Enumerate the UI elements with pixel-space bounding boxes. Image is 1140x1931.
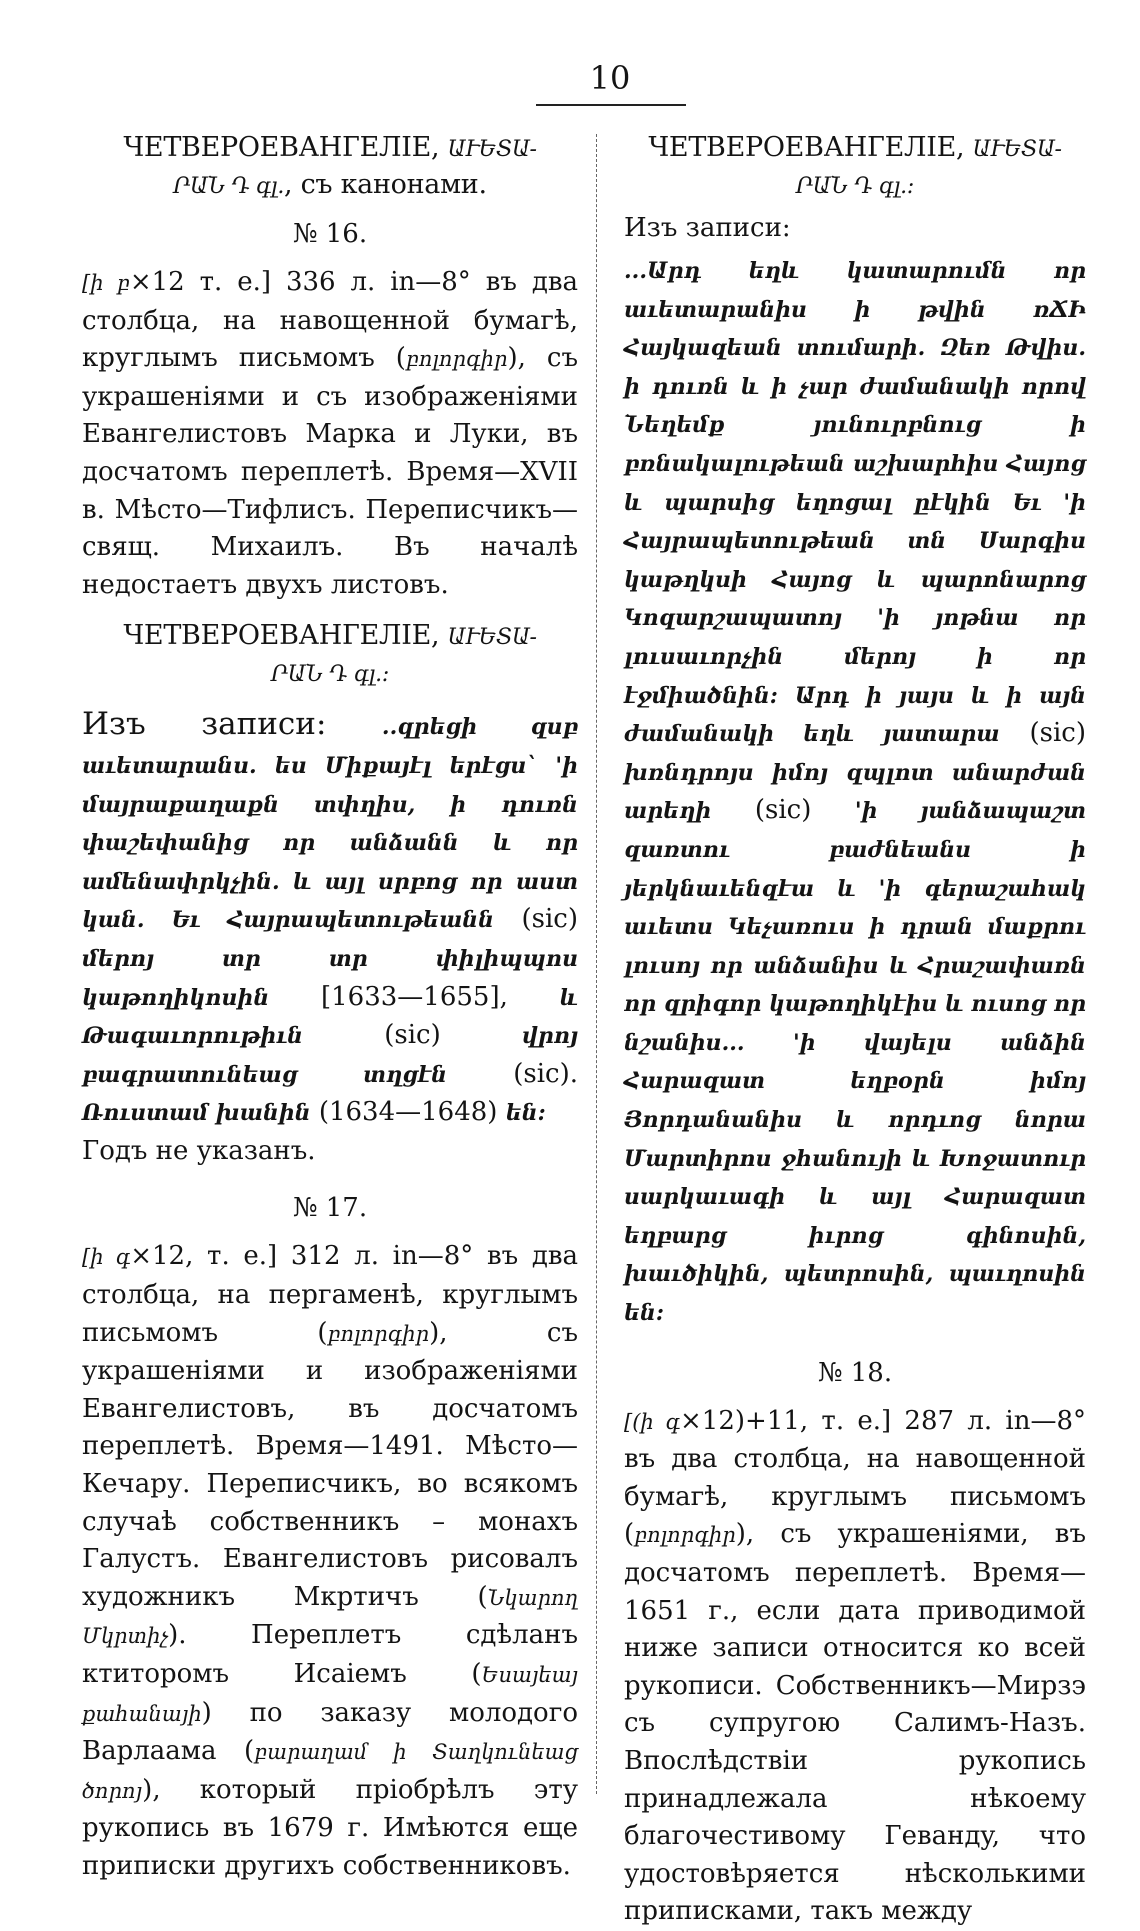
year-note: Годъ не указанъ. bbox=[82, 1135, 316, 1166]
entry-number: № 18. bbox=[817, 1357, 893, 1388]
sic-mark: (sic). bbox=[446, 1058, 578, 1089]
patron-name: բարաղամ ի Տաղկունեաց ծորոյ bbox=[82, 1740, 578, 1803]
heading-armenian-cont: ՐԱՆ Դ գլ.: bbox=[271, 662, 389, 688]
heading-subline bbox=[82, 655, 578, 692]
armenian-colophon: և Թագաւորութիւն bbox=[82, 984, 578, 1050]
script-term: բոլորգիր bbox=[634, 1523, 736, 1548]
heading-suffix: , съ канонами. bbox=[284, 169, 487, 200]
entry-description bbox=[624, 1403, 1086, 1931]
entry-number: № 16. bbox=[292, 219, 368, 249]
sic-mark: (sic) bbox=[493, 904, 578, 935]
heading-armenian: ԱՒԵՏԱ- bbox=[447, 137, 537, 162]
colophon-excerpt bbox=[624, 252, 1086, 1333]
description-text: ) по заказу молодого Варлаама ( bbox=[82, 1697, 578, 1767]
description-text: ), съ украшеніями и изображеніями Евангелистовъ, въ досчатомъ переплетѣ. Время—1491. Мѣсто—Кечару. Переписчикъ, во всякомъ случаѣ собственникъ – монахъ Галустъ. Евангелистовъ рисовалъ художникъ Мкртичъ ( bbox=[82, 1317, 578, 1612]
heading-subline bbox=[624, 167, 1086, 204]
excerpt-intro: Изъ записи: bbox=[82, 706, 382, 743]
script-term: բոլորգիր bbox=[405, 347, 508, 372]
armenian-colophon: մերոյ տր տր փիլիպպոս կաթողիկոսին bbox=[82, 945, 578, 1011]
script-term: բոլորգիր bbox=[327, 1321, 430, 1346]
heading-armenian-cont: ՐԱՆ Դ գլ. bbox=[173, 174, 285, 199]
header-rule bbox=[536, 104, 686, 106]
armenian-colophon: խռնդրոյս իմոյ զպլոտ անարժան արեղի bbox=[624, 759, 1086, 825]
entry-heading bbox=[82, 130, 578, 204]
heading-armenian-cont: ՐԱՆ Դ գլ.: bbox=[796, 174, 914, 199]
sic-mark: (sic) bbox=[999, 718, 1086, 749]
description-text: ), съ украшеніями и съ изображеніями Евангелистовъ Марка и Луки, въ досчатомъ переплетѣ. Время—XVII в. Мѣсто—Тифлисъ. Переписчикъ—свящ. Михаилъ. Въ началѣ недостаетъ двухъ листовъ. bbox=[82, 343, 579, 600]
entry-number: № 17. bbox=[292, 1193, 368, 1224]
armenian-colophon: են: bbox=[505, 1100, 546, 1127]
heading-subline bbox=[82, 167, 578, 204]
heading-armenian: ԱՒԵՏԱ- bbox=[972, 137, 1062, 162]
description-text: ×12 т. е.] 336 л. in—8° въ два столбца, на навощенной бумагѣ, круглымъ письмомъ ( bbox=[82, 267, 578, 374]
entry-heading bbox=[624, 130, 1086, 204]
sic-mark: (sic) bbox=[302, 1020, 523, 1051]
description-text: ). Переплетъ сдѣланъ ктиторомъ Исаіемъ ( bbox=[82, 1620, 578, 1689]
armenian-colophon: վրոյ բագրատունեաց տղցէն bbox=[82, 1023, 578, 1088]
date-range: (1634—1648) bbox=[310, 1097, 506, 1128]
folio-code: [ի բ bbox=[82, 271, 130, 295]
heading-russian: ЧЕТВЕРОЕВАНГЕЛІЕ, bbox=[123, 620, 448, 652]
description-text: ), который пріобрѣлъ эту рукопись въ 1679 г. Имѣются еще приписки другихъ собственниковъ. bbox=[82, 1774, 578, 1881]
column-divider bbox=[596, 134, 597, 1794]
right-column bbox=[624, 130, 1086, 1931]
armenian-colophon: Ռուստամ խանին bbox=[82, 1100, 311, 1127]
armenian-colophon: ...Արդ եղև կատարումն որ աւետարանիս ի թվին ռՃԻ Հայկազեան տումարի. Զեռ Թվիս. ի դուռն և ի չար ժամանակի որով Նեղեմք յունուրբնուց ի բռնակալութեան աշխարհիս Հայոց և պարսից եղոցալ ըէկին Եւ 'ի Հայրապետութեան տն Սարգիս կաթղկսի Հայոց և պարոնարոց Կոզարշապատոյ 'ի յոթնա որ լուսաւորչին մերոյ ի որ էջմիածնին: Արդ ի յայս և ի այն ժամանակի եղև յատարա bbox=[624, 258, 1086, 748]
heading-armenian: ԱՒԵՏԱ- bbox=[447, 625, 537, 651]
description-text: ×12)+11, т. е.] 287 л. in—8° въ два столбца, на навощенной бумагѣ, круглымъ письмомъ ( bbox=[624, 1405, 1086, 1550]
description-text: ), съ украшеніями, въ досчатомъ переплетѣ. Время—1651 г., если дата приводимой ниже записи относится ко всей рукописи. Собственникъ—Мирзэ съ супругою Салимъ-Назъ. Впослѣдствіи рукопись принадлежала нѣкоему благочестивому Гевандy, что удостовѣряется нѣсколькими приписками, такъ между bbox=[624, 1519, 1086, 1927]
colophon-excerpt bbox=[82, 706, 578, 1133]
description-text: ×12, т. е.] 312 л. in—8° въ два столбца, на пергаменѣ, круглымъ письмомъ ( bbox=[82, 1241, 578, 1348]
ktitor-name: Եսայեայ քահանայի bbox=[82, 1663, 578, 1726]
excerpt-intro: Изъ записи: bbox=[624, 213, 791, 243]
entry-description bbox=[82, 264, 578, 604]
sic-mark: (sic) bbox=[711, 795, 855, 826]
heading-russian: ЧЕТВЕРОЕВАНГЕЛІЕ, bbox=[648, 132, 973, 163]
artist-name: Նկարող Մկրտիչ bbox=[82, 1585, 578, 1649]
entry-description bbox=[82, 1238, 578, 1885]
left-column bbox=[82, 130, 578, 1886]
folio-code: [(ի գ bbox=[624, 1409, 681, 1434]
heading-russian: ЧЕТВЕРОЕВАНГЕЛІЕ, bbox=[123, 132, 448, 163]
armenian-colophon: ..զրեցի զսբ աւետարանս. ես Միքայէլ երէցս` 'ի մայրաքաղաքն տփղիս, ի դուռն փաշեփանից որ անձանն և որ ամենափրկչին. և այլ սրբոց որ աստ կան. Եւ Հայրապետութեանն bbox=[82, 714, 578, 934]
date-range: [1633—1655], bbox=[269, 981, 560, 1012]
page-number: 10 bbox=[589, 59, 631, 97]
entry-heading bbox=[82, 618, 578, 692]
armenian-colophon: 'ի յանձապաշտ զառտու բաժնեանս ի յերկնաւենզէա և 'ի գերաշահակ աւետս Կեչառուս ի դրան մաքրու լուսոյ որ անձանիս և Հրաշափառն որ զրիգոր կաթողիկէիս և ուսոց որ նշանիս... 'ի վայելս անձին Հարազատ եղբօրն իմոյ Յորդանանիս և որդւոց նորա Մարտիրոս ջհանույի և Խոջատուր սարկաւագի և այլ Հարազատ եղբարց իւրոց գինոսին, խաւծիկին, պետրոսին, պաւղոսին են: bbox=[624, 798, 1086, 1327]
folio-code: [ի գ bbox=[82, 1245, 131, 1270]
